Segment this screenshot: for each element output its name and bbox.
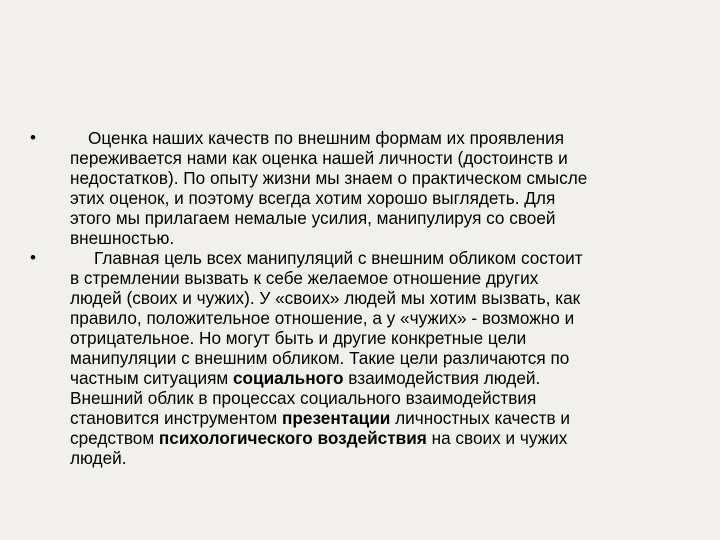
bold-term-presentation: презентации — [282, 408, 391, 428]
text-run: личностных качеств и — [390, 408, 571, 428]
text-run: средством — [70, 428, 159, 448]
text-line: Оценка наших качеств по внешним формам их проявления — [88, 128, 565, 148]
text-run: частным ситуациям — [70, 368, 233, 388]
text-line-mixed — [70, 428, 670, 448]
text-run: на своих и чужих — [426, 428, 568, 448]
bullet-list — [30, 128, 670, 468]
text-line: переживается нами как оценка нашей личности (достоинств и — [70, 148, 568, 168]
bullet-item-1 — [30, 128, 670, 248]
bold-term-psychological-influence: психологического воздействия — [158, 428, 427, 448]
bullet-item-2 — [30, 248, 670, 468]
text-line: манипуляции с внешним обликом. Такие цели различаются по — [70, 348, 570, 368]
bold-term-social: социального — [232, 368, 344, 388]
bullet-marker: • — [30, 128, 36, 147]
bullet-text-2 — [70, 248, 670, 468]
bullet-text-1 — [70, 128, 670, 248]
text-line: этого мы прилагаем немалые усилия, манипулируя со своей — [70, 208, 556, 228]
text-line: недостатков). По опыту жизни мы знаем о практическом смысле — [70, 168, 588, 188]
text-line: правило, положительное отношение, а у «чужих» - возможно и — [70, 308, 575, 328]
text-line: в стремлении вызвать к себе желаемое отношение других — [70, 268, 539, 288]
text-run: становится инструментом — [70, 408, 282, 428]
bullet-marker: • — [30, 248, 36, 267]
text-line: отрицательное. Но могут быть и другие конкретные цели — [70, 328, 527, 348]
text-line-mixed — [70, 368, 670, 388]
text-line: Внешний облик в процессах социального взаимодействия — [70, 388, 537, 408]
text-line: Главная цель всех манипуляций с внешним обликом состоит — [94, 248, 583, 268]
text-line: людей. — [70, 448, 127, 468]
text-line: людей (своих и чужих). У «своих» людей мы хотим вызвать, как — [70, 288, 581, 308]
text-line: этих оценок, и поэтому всегда хотим хорошо выглядеть. Для — [70, 188, 556, 208]
text-line-mixed — [70, 408, 670, 428]
text-line: внешностью. — [70, 228, 175, 248]
text-run: взаимодействия людей. — [343, 368, 541, 388]
